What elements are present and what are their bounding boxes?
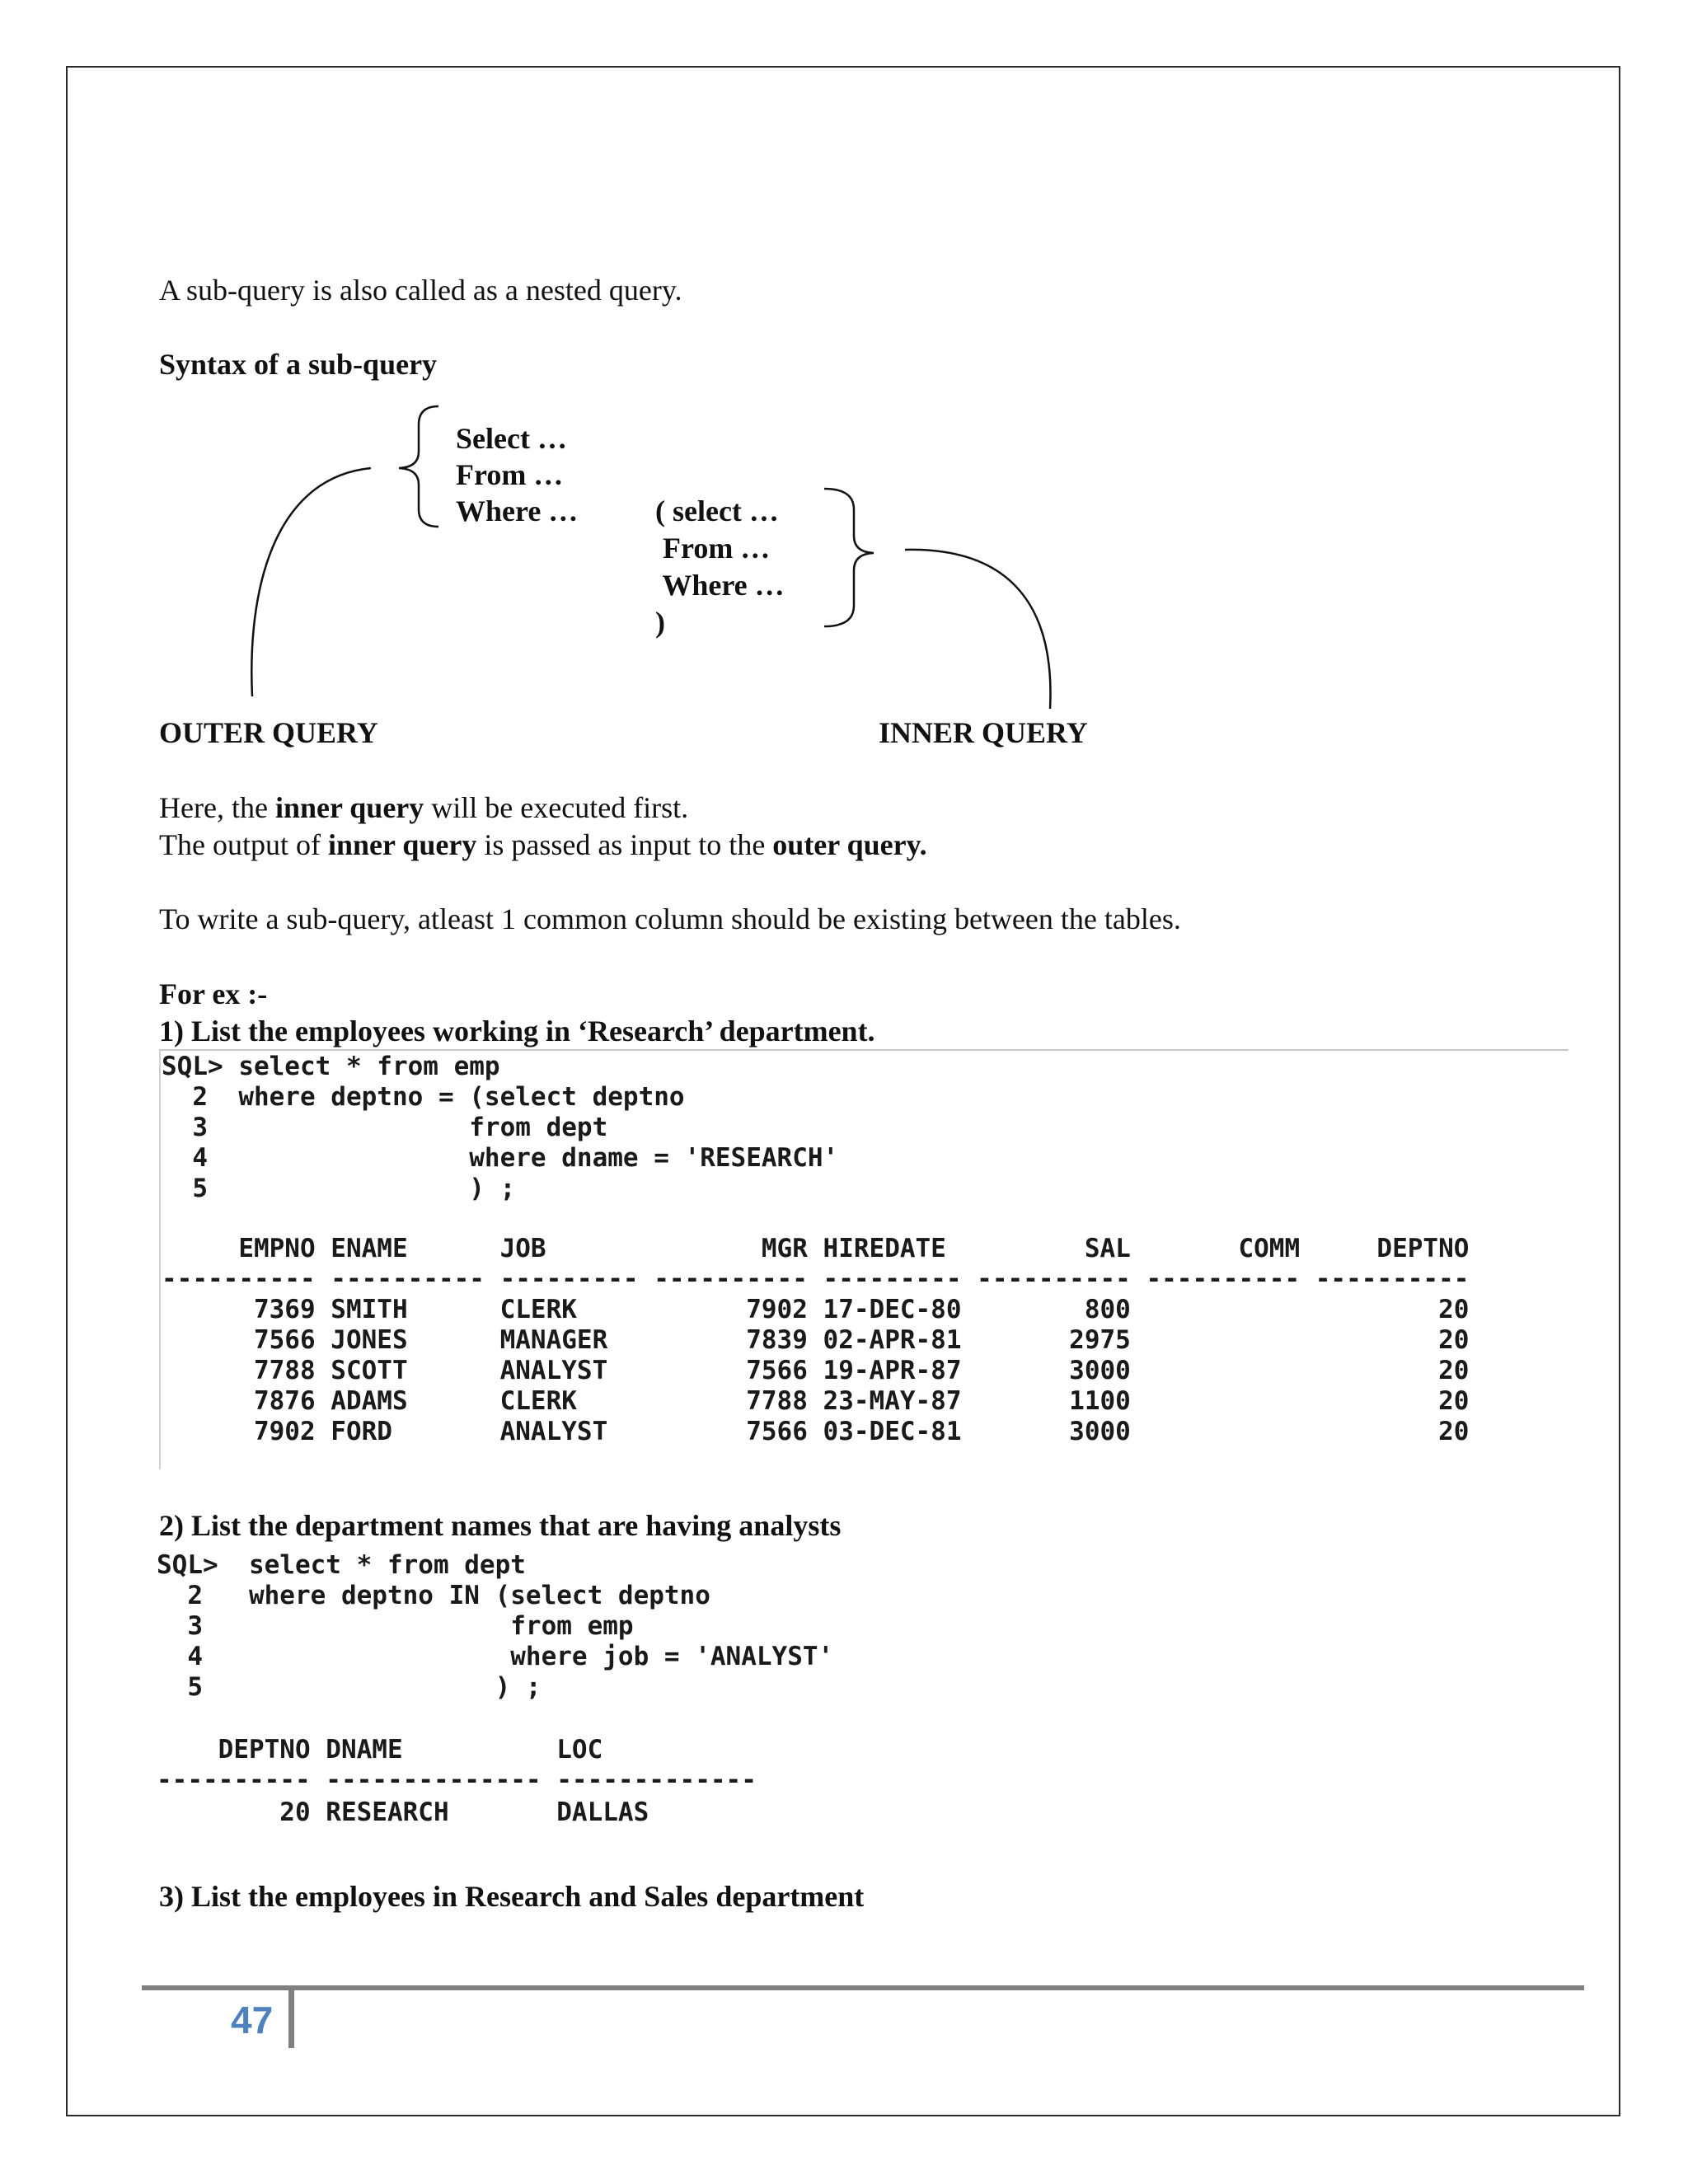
inner-query-label: INNER QUERY bbox=[879, 716, 1088, 749]
example-1-title: 1) List the employees working in ‘Research’ department. bbox=[159, 1015, 875, 1047]
example-3-title: 3) List the employees in Research and Sales department bbox=[159, 1880, 865, 1913]
outer-line-from: From … bbox=[456, 458, 564, 491]
example-2-title: 2) List the department names that are having analysts bbox=[159, 1509, 842, 1542]
example-1-sql: SQL> select * from emp 2 where deptno = (select deptno 3 from dept 4 where dname = 'RESEARCH' 5 ) ; bbox=[162, 1052, 839, 1203]
example-2-sql: SQL> select * from dept 2 where deptno IN (select deptno 3 from emp 4 where job = 'ANALYST' 5 ) ; bbox=[157, 1550, 834, 1702]
paragraph-output-input: The output of inner query is passed as input to the outer query. bbox=[159, 828, 927, 861]
paragraph-common-column: To write a sub-query, atleast 1 common column should be existing between the tables. bbox=[159, 902, 1181, 935]
code-block-top-rule bbox=[159, 1049, 1568, 1051]
paragraph-execution-order: Here, the inner query will be executed first. bbox=[159, 791, 689, 824]
example-2-row: 20 RESEARCH DALLAS bbox=[157, 1797, 649, 1827]
footer-rule bbox=[142, 1985, 1584, 1990]
inner-line-where: Where … bbox=[655, 569, 785, 602]
example-2-result-header: DEPTNO DNAME LOC bbox=[157, 1735, 603, 1765]
example-1-row: 7902 FORD ANALYST 7566 03-DEC-81 3000 20 bbox=[162, 1417, 1470, 1446]
example-1-row: 7566 JONES MANAGER 7839 02-APR-81 2975 20 bbox=[162, 1325, 1470, 1355]
page-number: 47 bbox=[231, 1999, 274, 2041]
example-1-result-divider: ---------- ---------- --------- ---------- --------- ---------- ---------- ---------- bbox=[162, 1264, 1470, 1294]
outer-line-where: Where … bbox=[456, 494, 579, 527]
intro-text: A sub-query is also called as a nested query. bbox=[159, 274, 682, 307]
example-1-result-header: EMPNO ENAME JOB MGR HIREDATE SAL COMM DEPTNO bbox=[162, 1234, 1470, 1263]
for-example-label: For ex :- bbox=[159, 977, 268, 1010]
example-2-result-divider: ---------- -------------- ------------- bbox=[157, 1765, 757, 1795]
outer-line-select: Select … bbox=[456, 422, 567, 455]
example-1-row: 7369 SMITH CLERK 7902 17-DEC-80 800 20 bbox=[162, 1295, 1470, 1324]
inner-line-from: From … bbox=[655, 532, 771, 565]
outer-query-label: OUTER QUERY bbox=[159, 716, 378, 749]
inner-line-close: ) bbox=[655, 606, 665, 639]
footer-divider bbox=[288, 1990, 294, 2048]
example-1-row: 7876 ADAMS CLERK 7788 23-MAY-87 1100 20 bbox=[162, 1386, 1470, 1416]
code-block-left-rule bbox=[159, 1049, 161, 1469]
example-1-row: 7788 SCOTT ANALYST 7566 19-APR-87 3000 20 bbox=[162, 1356, 1470, 1385]
syntax-heading: Syntax of a sub-query bbox=[159, 348, 438, 381]
inner-line-select: ( select … bbox=[655, 494, 779, 527]
